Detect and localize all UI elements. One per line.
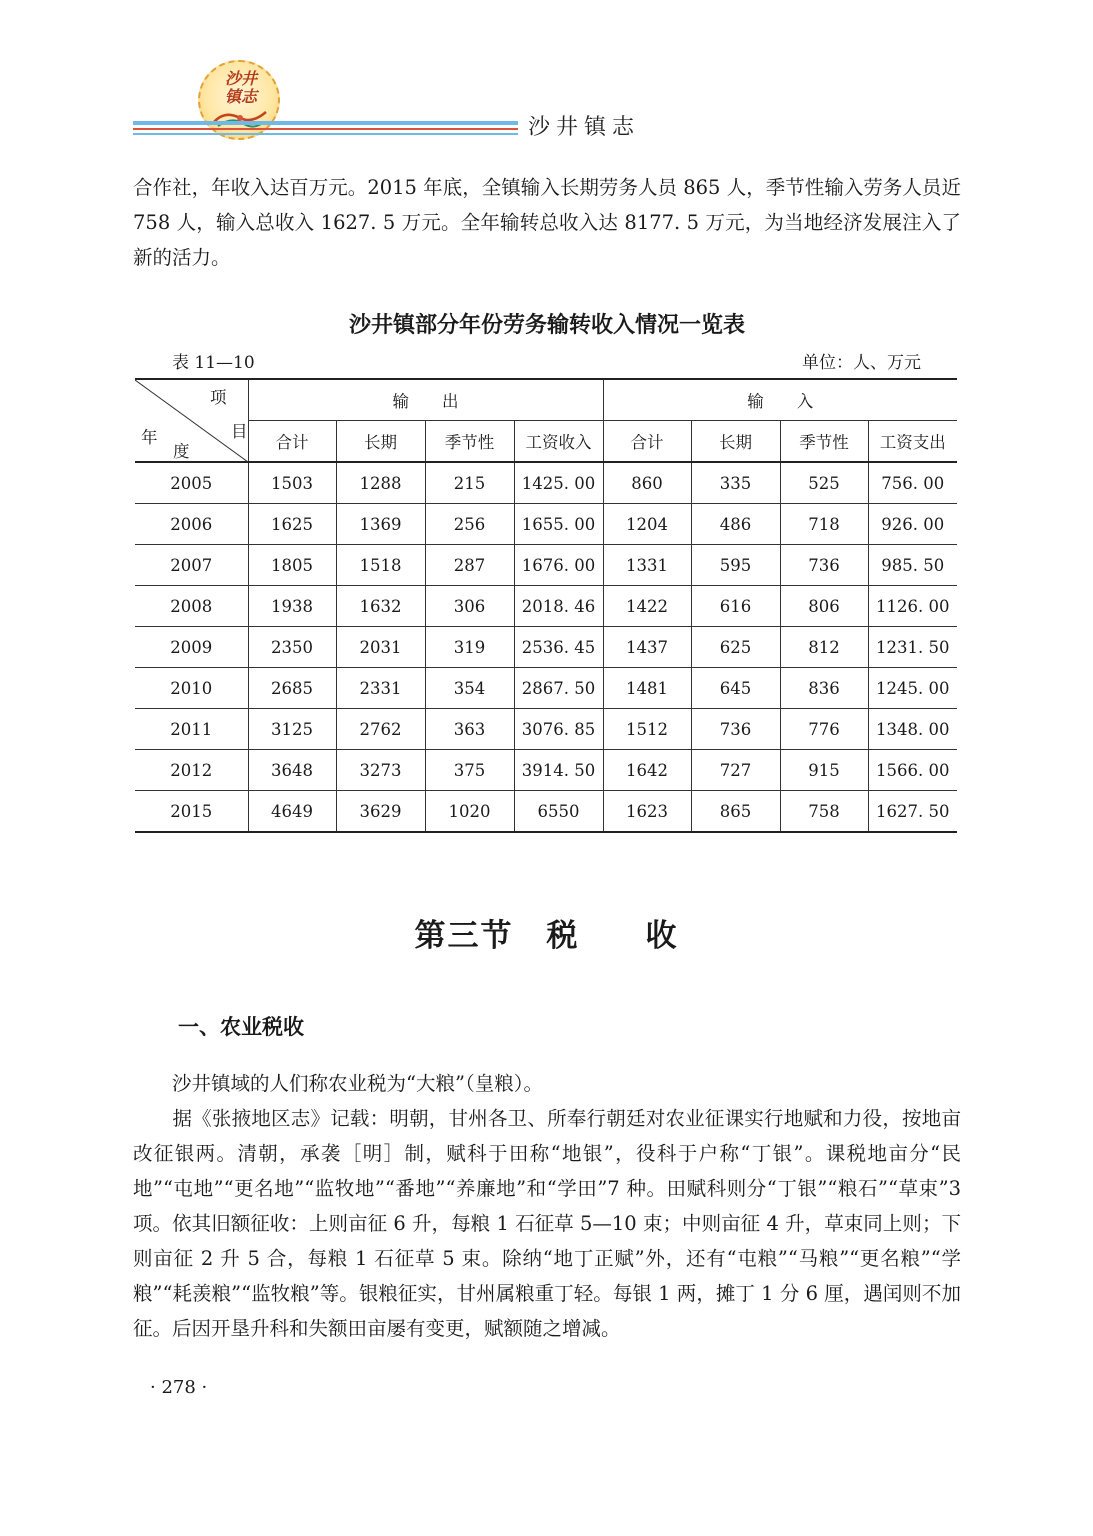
- value-cell: 860: [603, 462, 691, 504]
- value-cell: 1503: [248, 462, 336, 504]
- year-cell: 2006: [135, 504, 248, 545]
- value-cell: 1425. 00: [514, 462, 603, 504]
- value-cell: 1204: [603, 504, 691, 545]
- value-cell: 2536. 45: [514, 627, 603, 668]
- col-header: 长期: [336, 421, 425, 463]
- corner-label-item: 项: [210, 388, 227, 407]
- value-cell: 363: [425, 709, 514, 750]
- year-cell: 2015: [135, 791, 248, 833]
- value-cell: 1020: [425, 791, 514, 833]
- value-cell: 836: [780, 668, 868, 709]
- value-cell: 1655. 00: [514, 504, 603, 545]
- value-cell: 1938: [248, 586, 336, 627]
- value-cell: 2331: [336, 668, 425, 709]
- value-cell: 3914. 50: [514, 750, 603, 791]
- value-cell: 1481: [603, 668, 691, 709]
- group-header-input: 输 入: [603, 379, 957, 421]
- table-row: [135, 709, 957, 750]
- value-cell: 727: [691, 750, 780, 791]
- value-cell: 1566. 00: [868, 750, 957, 791]
- header-rule-blue-lower: [133, 133, 518, 135]
- value-cell: 3273: [336, 750, 425, 791]
- year-cell: 2007: [135, 545, 248, 586]
- value-cell: 2867. 50: [514, 668, 603, 709]
- value-cell: 1288: [336, 462, 425, 504]
- col-header: 合计: [603, 421, 691, 463]
- year-cell: 2008: [135, 586, 248, 627]
- col-header: 工资收入: [514, 421, 603, 463]
- value-cell: 287: [425, 545, 514, 586]
- table-row: [135, 627, 957, 668]
- value-cell: 736: [691, 709, 780, 750]
- value-cell: 736: [780, 545, 868, 586]
- value-cell: 1805: [248, 545, 336, 586]
- value-cell: 718: [780, 504, 868, 545]
- logo-text-line-2: 镇志: [224, 87, 257, 106]
- value-cell: 525: [780, 462, 868, 504]
- value-cell: 926. 00: [868, 504, 957, 545]
- col-header: 工资支出: [868, 421, 957, 463]
- value-cell: 3648: [248, 750, 336, 791]
- group-header-output: 输 出: [248, 379, 603, 421]
- value-cell: 1369: [336, 504, 425, 545]
- page-number: · 278 ·: [150, 1377, 208, 1398]
- value-cell: 256: [425, 504, 514, 545]
- value-cell: 375: [425, 750, 514, 791]
- value-cell: 3125: [248, 709, 336, 750]
- value-cell: 2018. 46: [514, 586, 603, 627]
- value-cell: 985. 50: [868, 545, 957, 586]
- table-row: [135, 545, 957, 586]
- corner-header-cell: [135, 379, 248, 462]
- year-cell: 2012: [135, 750, 248, 791]
- col-header: 合计: [248, 421, 336, 463]
- value-cell: 1676. 00: [514, 545, 603, 586]
- corner-label-du: 度: [173, 442, 190, 461]
- value-cell: 812: [780, 627, 868, 668]
- table-title: 沙井镇部分年份劳务输转收入情况一览表: [348, 313, 745, 338]
- value-cell: 6550: [514, 791, 603, 833]
- header-rule-blue: [133, 121, 518, 125]
- header-rule-red: [133, 128, 518, 130]
- col-header: 季节性: [425, 421, 514, 463]
- value-cell: 806: [780, 586, 868, 627]
- logo-text-line-1: 沙井: [224, 69, 257, 88]
- table-row: [135, 462, 957, 504]
- corner-label-mu: 目: [231, 422, 248, 441]
- year-cell: 2009: [135, 627, 248, 668]
- value-cell: 1348. 00: [868, 709, 957, 750]
- year-cell: 2011: [135, 709, 248, 750]
- value-cell: 1422: [603, 586, 691, 627]
- value-cell: 1632: [336, 586, 425, 627]
- value-cell: 3629: [336, 791, 425, 833]
- value-cell: 758: [780, 791, 868, 833]
- logo-text: [214, 70, 268, 106]
- table-row: [135, 668, 957, 709]
- subsection-title: 一、农业税收: [178, 1015, 304, 1039]
- year-cell: 2010: [135, 668, 248, 709]
- table-row: [135, 791, 957, 833]
- value-cell: 354: [425, 668, 514, 709]
- value-cell: 1331: [603, 545, 691, 586]
- body-paragraph-2: 据《张掖地区志》记载：明朝，甘州各卫、所奉行朝廷对农业征课实行地赋和力役，按地亩改征银两。清朝，承袭［明］制，赋科于田称“地银”，役科于户称“丁银”。课税地亩分“民地”“屯地”“更名地”“监牧地”“番地”“养廉地”和“学田”7 种。田赋科则分“丁银”“粮石”“草束”3 项。依其旧额征收：上则亩征 6 升，每粮 1 石征草 5—10 束；中则亩征 4 升，草束同上则；下则亩征 2 升 5 合，每粮 1 石征草 5 束。除纳“地丁正赋”外，还有“屯粮”“马粮”“更名粮”“学粮”“耗羡粮”“监牧粮”等。银粮征实，甘州属粮重丁轻。每银 1 两，摊丁 1 分 6 厘，遇闰则不加征。后因开垦升科和失额田亩屡有变更，赋额随之增减。: [133, 1107, 968, 1340]
- table-unit: 单位：人、万元: [802, 353, 921, 373]
- value-cell: 4649: [248, 791, 336, 833]
- body-paragraph-1: 沙井镇域的人们称农业税为“大粮”（皇粮）。: [133, 1072, 543, 1095]
- value-cell: 616: [691, 586, 780, 627]
- page-header: [0, 0, 1093, 150]
- col-header: 季节性: [780, 421, 868, 463]
- value-cell: 645: [691, 668, 780, 709]
- value-cell: 1518: [336, 545, 425, 586]
- value-cell: 625: [691, 627, 780, 668]
- value-cell: 1512: [603, 709, 691, 750]
- col-header: 长期: [691, 421, 780, 463]
- intro-paragraph: 合作社，年收入达百万元。2015 年底，全镇输入长期劳务人员 865 人，季节性输入劳务人员近 758 人，输入总收入 1627. 5 万元。全年输转总收入达 8177. 5 万元，为当地经济发展注入了新的活力。: [133, 176, 961, 269]
- value-cell: 1437: [603, 627, 691, 668]
- value-cell: 3076. 85: [514, 709, 603, 750]
- table-row: [135, 504, 957, 545]
- value-cell: 1245. 00: [868, 668, 957, 709]
- value-cell: 776: [780, 709, 868, 750]
- value-cell: 1625: [248, 504, 336, 545]
- value-cell: 486: [691, 504, 780, 545]
- table-row: [135, 586, 957, 627]
- section-title: 第三节 税 收: [414, 918, 679, 954]
- value-cell: 1627. 50: [868, 791, 957, 833]
- value-cell: 756. 00: [868, 462, 957, 504]
- value-cell: 915: [780, 750, 868, 791]
- corner-label-year: 年: [141, 428, 158, 447]
- value-cell: 1126. 00: [868, 586, 957, 627]
- running-header-title: 沙井镇志: [528, 115, 641, 140]
- table-row: [135, 750, 957, 791]
- table-body: [135, 462, 957, 832]
- labor-transfer-table: [135, 378, 957, 833]
- value-cell: 1642: [603, 750, 691, 791]
- value-cell: 2350: [248, 627, 336, 668]
- value-cell: 335: [691, 462, 780, 504]
- value-cell: 215: [425, 462, 514, 504]
- value-cell: 595: [691, 545, 780, 586]
- value-cell: 319: [425, 627, 514, 668]
- table-code: 表 11—10: [172, 353, 255, 373]
- value-cell: 2031: [336, 627, 425, 668]
- value-cell: 306: [425, 586, 514, 627]
- value-cell: 2685: [248, 668, 336, 709]
- year-cell: 2005: [135, 462, 248, 504]
- value-cell: 865: [691, 791, 780, 833]
- value-cell: 2762: [336, 709, 425, 750]
- value-cell: 1623: [603, 791, 691, 833]
- value-cell: 1231. 50: [868, 627, 957, 668]
